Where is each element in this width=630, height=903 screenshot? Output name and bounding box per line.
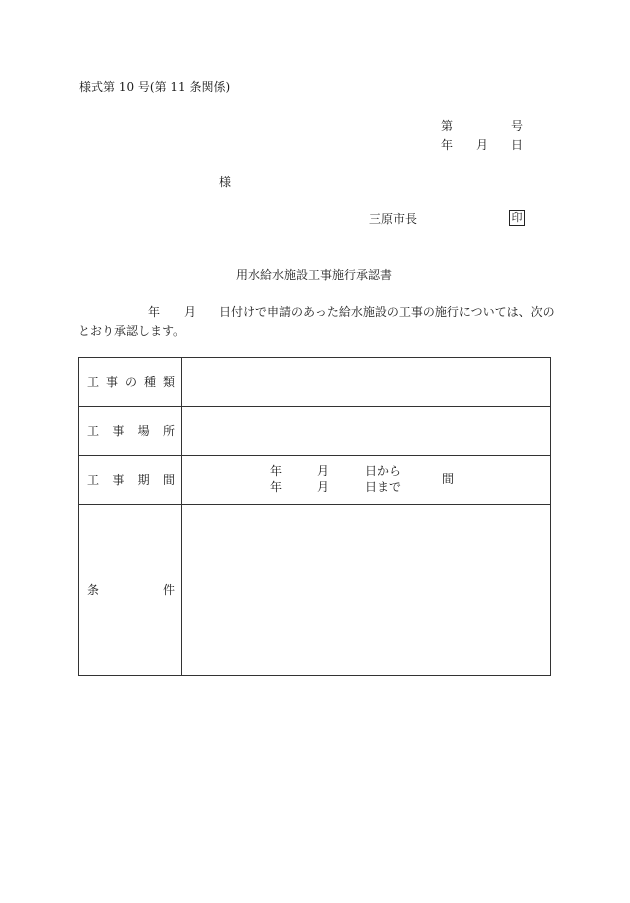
table-row-work-location (79, 407, 550, 456)
body-year: 年 (148, 305, 161, 319)
label-conditions: 条 件 (87, 583, 175, 597)
period-to-year: 年 (270, 480, 283, 494)
table-row-conditions (79, 505, 550, 675)
period-from-day: 日から (365, 464, 402, 478)
form-number: 様式第 10 号(第 11 条関係) (79, 80, 231, 94)
period-from-month: 月 (317, 464, 330, 478)
approval-table (78, 357, 551, 676)
label-work-period: 工 事 期 間 (87, 473, 175, 487)
addressee-honorific: 様 (219, 175, 232, 189)
label-work-location: 工 事 場 所 (87, 424, 175, 438)
doc-number-prefix: 第 (441, 119, 454, 133)
issuer-name: 三原市長 (369, 212, 418, 226)
period-to-day: 日まで (365, 480, 402, 494)
body-text-line1: 日付けで申請のあった給水施設の工事の施行については、次の (219, 305, 555, 319)
body-text-line2: とおり承認します。 (78, 324, 186, 338)
date-month: 月 (476, 138, 489, 152)
document-title: 用水給水施設工事施行承認書 (236, 268, 393, 282)
table-row-work-period (79, 456, 550, 505)
date-year: 年 (441, 138, 454, 152)
body-month: 月 (184, 305, 197, 319)
period-from-year: 年 (270, 464, 283, 478)
table-row-work-type (79, 358, 550, 407)
date-day: 日 (511, 138, 524, 152)
doc-number-suffix: 号 (511, 119, 524, 133)
period-to-month: 月 (317, 480, 330, 494)
label-work-type: 工 事 の 種 類 (87, 375, 175, 389)
seal-stamp: 印 (509, 210, 525, 226)
period-duration: 間 (442, 472, 455, 486)
